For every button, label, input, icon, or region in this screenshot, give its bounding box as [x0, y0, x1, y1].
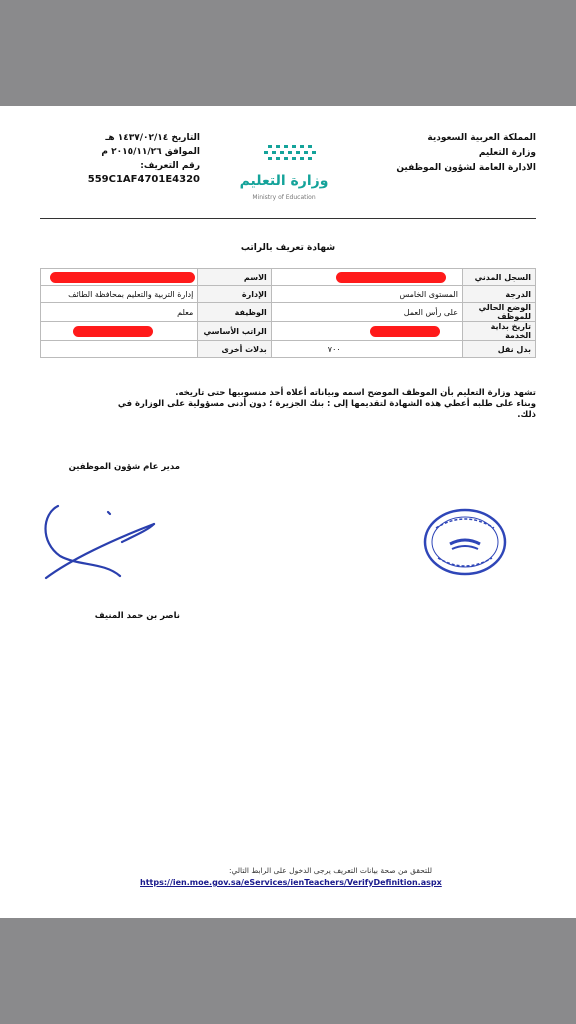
- administration-label: الإدارة: [198, 286, 271, 303]
- reference: [40, 159, 200, 187]
- signatory-title: مدير عام شؤون الموظفين: [68, 462, 180, 472]
- date-hijri: التاريخ ١٤٣٧/٠٢/١٤ هـ: [105, 133, 200, 143]
- name-label: الاسم: [198, 269, 271, 286]
- redaction-mark: [50, 272, 195, 283]
- verification-link[interactable]: https://ien.moe.gov.sa/eServices/ienTeachers/VerifyDefinition.aspx: [140, 878, 442, 887]
- transport-label: بدل نقل: [462, 341, 535, 358]
- logo-english-text: Ministry of Education: [252, 194, 316, 201]
- table-row: [41, 286, 536, 303]
- grade-value: المستوى الخامس: [271, 286, 462, 303]
- statement-line-2: وبناء على طلبه أعطي هذه الشهادة لتقديمها إلى : بنك الجزيرة ؛ دون أدنى مسؤولية على الوزارة في ذلك.: [117, 399, 536, 420]
- reference-number: 559C1AF4701E4320: [87, 174, 200, 185]
- other-allowances-label: بدلات أخرى: [198, 341, 271, 358]
- logo-arabic-text: وزارة التعليم: [239, 173, 329, 189]
- job-value: معلم: [41, 303, 198, 322]
- employee-info-table: [40, 268, 536, 358]
- header-divider: [40, 218, 536, 219]
- table-row: [41, 341, 536, 358]
- status-label: الوضع الحالي للموظف: [462, 303, 535, 322]
- other-allowances-value: [41, 341, 198, 358]
- certification-statement: [116, 388, 536, 421]
- table-row: [41, 303, 536, 322]
- redaction-mark: [73, 326, 153, 337]
- basic-salary-value: [41, 322, 198, 341]
- date-gregorian: الموافق ٢٠١٥/١١/٢٦ م: [101, 147, 200, 157]
- administration-value: إدارة التربية والتعليم بمحافظة الطائف: [41, 286, 198, 303]
- ministry-logo: [228, 143, 340, 205]
- status-value: على رأس العمل: [271, 303, 462, 322]
- country-name: المملكة العربية السعودية: [427, 133, 536, 143]
- service-start-value: [271, 322, 462, 341]
- grade-label: الدرجة: [462, 286, 535, 303]
- table-row: [41, 269, 536, 286]
- basic-salary-label: الراتب الأساسي: [198, 322, 271, 341]
- date-block: [40, 131, 200, 187]
- handwritten-signature: [38, 500, 162, 584]
- signatory-name: ناصر بن حمد المنيف: [94, 611, 180, 621]
- service-start-label: تاريخ بداية الخدمة: [462, 322, 535, 341]
- department-name: الادارة العامة لشؤون الموظفين: [396, 163, 536, 173]
- official-seal: [422, 506, 508, 578]
- job-label: الوظيفة: [198, 303, 271, 322]
- reference-label: رقم التعريف:: [140, 161, 200, 171]
- name-value: [41, 269, 198, 286]
- verification-instructions: للتحقق من صحة بيانات التعريف يرجى الدخول على الرابط التالي:: [228, 866, 432, 875]
- certificate-title: شهادة تعريف بالراتب: [240, 243, 336, 253]
- civil-record-label: السجل المدني: [462, 269, 535, 286]
- statement-line-1: تشهد وزارة التعليم بأن الموظف الموضح اسمه وبياناته أعلاه أحد منسوبيها حتى تاريخه.: [175, 388, 536, 398]
- redaction-mark: [336, 272, 446, 283]
- civil-record-value: [271, 269, 462, 286]
- issuer-block: [396, 131, 536, 176]
- transport-value: ٧٠٠: [271, 341, 462, 358]
- table-row: [41, 322, 536, 341]
- ministry-name: وزارة التعليم: [478, 148, 536, 158]
- redaction-mark: [370, 326, 440, 337]
